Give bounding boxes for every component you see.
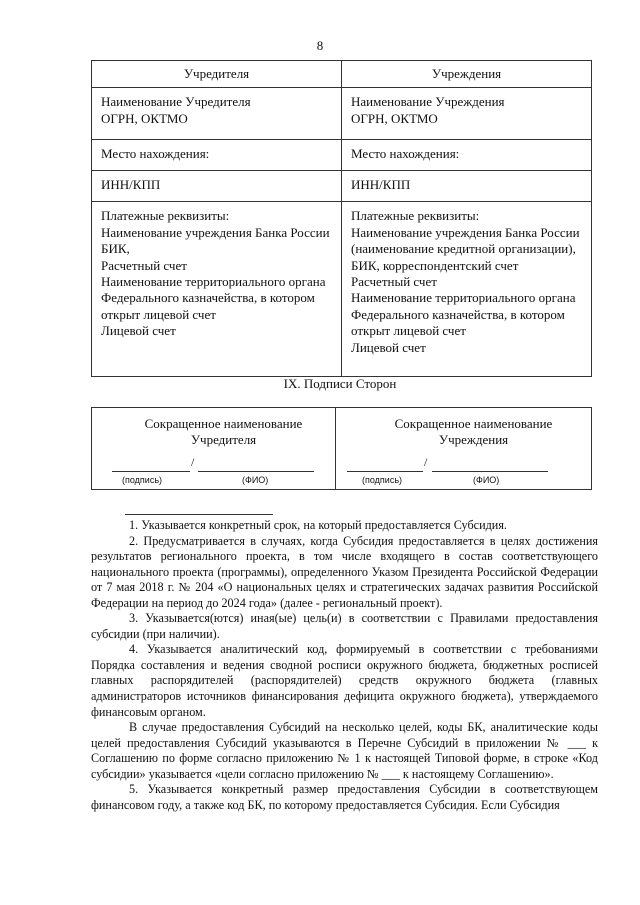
institution-signature-cell	[336, 408, 592, 490]
fio-caption: (ФИО)	[242, 475, 269, 485]
footnotes	[91, 518, 598, 813]
signature-underline	[112, 459, 190, 472]
institution-signature-line	[340, 457, 587, 487]
footnote-5: 5. Указывается конкретный размер предоставления Субсидии в соответствующем финансовом году, а также код БК, по которому предоставляется Субсидия. Если Субсидия	[91, 782, 598, 812]
signature-caption: (подпись)	[362, 475, 403, 485]
fio-caption: (ФИО)	[473, 475, 500, 485]
institution-name-cell: Наименование Учреждения ОГРН, ОКТМО	[342, 88, 592, 140]
footnote-2: 2. Предусматривается в случаях, когда Субсидия предоставляется в целях достижения результатов регионального проекта, в том числе входящего в состав соответствующего национального проекта (программы), определенного Указом Президента Российской Федерации от 7 мая 2018 г. № 204 «О национальных целях и стратегических задачах развития Российской Федерации на период до 2024 года» (далее - региональный проект).	[91, 533, 598, 610]
signature-caption: (подпись)	[122, 475, 163, 485]
founder-name-cell: Наименование Учредителя ОГРН, ОКТМО	[92, 88, 342, 140]
founder-inn-cell: ИНН/КПП	[92, 171, 342, 202]
founder-address-cell: Место нахождения:	[92, 140, 342, 171]
institution-inn-cell: ИНН/КПП	[342, 171, 592, 202]
institution-column-header: Учреждения	[342, 61, 592, 88]
founder-signature-line	[96, 457, 331, 487]
footnote-4: 4. Указывается аналитический код, формируемый в соответствии с требованиями Порядка составления и ведения сводной росписи окружного бюджета, бюджетных росписей главных распорядителей (распорядителей) средств окружного бюджета (главных администраторов источников финансирования дефицита окружного бюджета), утверждаемого финансовым органом.	[91, 642, 598, 719]
signatures-section-title: IX. Подписи Сторон	[283, 376, 397, 391]
fio-underline	[198, 459, 314, 472]
founder-short-name: Сокращенное наименование Учредителя	[144, 416, 303, 447]
signature-slash: /	[191, 455, 195, 469]
signatures-table	[91, 407, 592, 490]
footnote-1: 1. Указывается конкретный срок, на который предоставляется Субсидия.	[129, 518, 507, 532]
institution-short-name: Сокращенное наименование Учреждения	[394, 416, 553, 447]
signature-underline	[347, 459, 423, 472]
institution-address-cell: Место нахождения:	[342, 140, 592, 171]
founder-column-header: Учредителя	[92, 61, 342, 88]
signature-slash: /	[424, 455, 428, 469]
fio-underline	[432, 459, 548, 472]
founder-payment-cell: Платежные реквизиты: Наименование учреждения Банка России БИК, Расчетный счет Наименование территориального органа Федерального казначейства, в котором открыт лицевой счет Лицевой счет	[92, 202, 342, 377]
page-number: 8	[316, 38, 324, 53]
institution-payment-cell: Платежные реквизиты: Наименование учреждения Банка России (наименование кредитной организации), БИК, корреспондентский счет Расчетный счет Наименование территориального органа Федерального казначейства, в котором открыт лицевой счет Лицевой счет	[342, 202, 592, 377]
footnote-4-continuation: В случае предоставления Субсидий на несколько целей, коды БК, аналитические коды целей предоставления Субсидий указываются в Перечне Субсидий в приложении № ___ к Соглашению по форме согласно приложению № 1 к настоящей Типовой форме, в строке «Код субсидии» указывается «цели согласно приложению № ___ к настоящему Соглашению».	[91, 720, 598, 781]
requisites-table	[91, 60, 592, 377]
founder-signature-cell	[92, 408, 336, 490]
footnote-3: 3. Указывается(ются) иная(ые) цель(и) в соответствии с Правилами предоставления субсидии (при наличии).	[91, 611, 598, 641]
footnote-separator	[125, 514, 273, 515]
